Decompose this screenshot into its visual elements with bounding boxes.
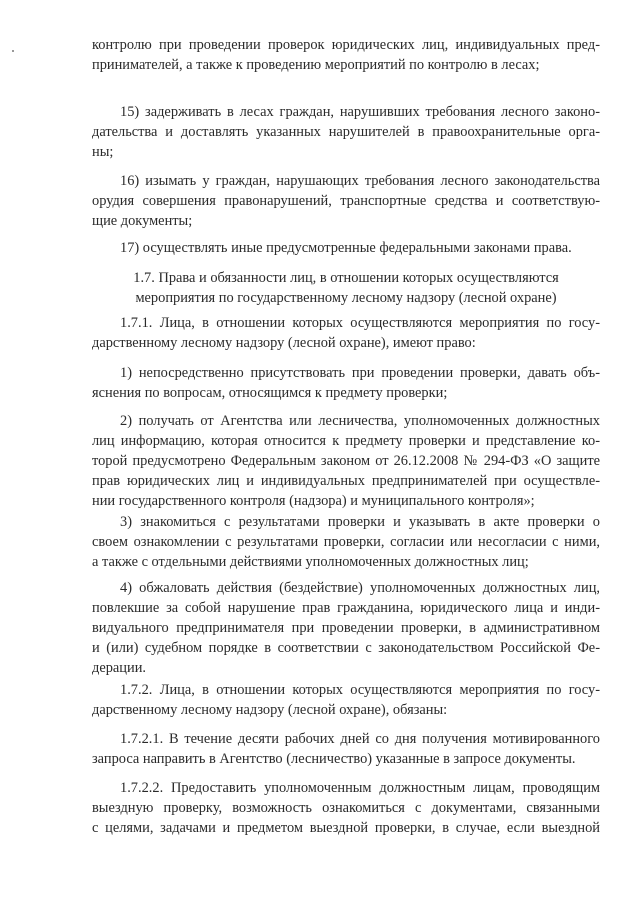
text-line: с целями, задачами и предметом выездной проверки, в случае, если выездной [92, 820, 600, 836]
text-line: своем ознакомлении с результатами проверки, согласии или несогласии с ними, [92, 534, 600, 550]
text-line: щие документы; [92, 213, 193, 229]
text-line: яснения по вопросам, относящимся к предмету проверки; [92, 385, 448, 401]
text-line: выездную проверку, возможность ознакомиться с документами, связанными [92, 800, 600, 816]
text-line: принимателей, а также к проведению мероприятий по контролю в лесах; [92, 57, 540, 73]
scan-speck [12, 50, 14, 52]
text-line: видуального предпринимателя при проведении проверки, в административном [92, 620, 600, 636]
text-line: 2) получать от Агентства или лесничества, уполномоченных должностных [120, 413, 600, 429]
text-line: дарственному лесному надзору (лесной охране), обязаны: [92, 702, 448, 718]
section-heading [92, 268, 600, 308]
paragraph-continuation [92, 35, 600, 75]
heading-line: мероприятия по государственному лесному надзору (лесной охране) [135, 290, 557, 306]
text-line: повлекшие за собой нарушение прав гражданина, юридического лица и инди- [92, 600, 600, 616]
text-line: дательства и доставлять указанных нарушителей в правоохранительные орга- [92, 124, 600, 140]
list-item-16 [92, 171, 600, 231]
list-item-17 [92, 238, 600, 258]
list-item-15 [92, 102, 600, 162]
text-line: лиц информацию, которая относится к предмету проверки и представление ко- [92, 433, 600, 449]
text-line: прав юридических лиц и индивидуальных предпринимателей при осуществле- [92, 473, 600, 489]
text-line: 1.7.2.1. В течение десяти рабочих дней со дня получения мотивированного [120, 731, 600, 747]
text-line: контролю при проведении проверок юридических лиц, индивидуальных пред- [92, 37, 600, 53]
text-line: 16) изымать у граждан, нарушающих требования лесного законодательства [120, 173, 600, 189]
text-line: дерации. [92, 660, 146, 676]
text-line: ны; [92, 144, 114, 160]
text-line: дарственному лесному надзору (лесной охране), имеют право: [92, 335, 476, 351]
clause-1-7-2-1 [92, 729, 600, 769]
heading-line: 1.7. Права и обязанности лиц, в отношении которых осуществляются [133, 270, 559, 286]
text-line: 15) задерживать в лесах граждан, нарушивших требования лесного законо- [120, 104, 600, 120]
text-line: и (или) судебном порядке в соответствии с законодательством Российской Фе- [92, 640, 600, 656]
list-item-right-1 [92, 363, 600, 403]
clause-1-7-1 [92, 313, 600, 353]
text-line: 17) осуществлять иные предусмотренные федеральными законами права. [120, 240, 572, 256]
text-line: 4) обжаловать действия (бездействие) уполномоченных должностных лиц, [120, 580, 600, 596]
text-line: 1) непосредственно присутствовать при проведении проверки, давать объ- [120, 365, 600, 381]
text-line: нии государственного контроля (надзора) и муниципального контроля»; [92, 493, 535, 509]
text-line: 1.7.1. Лица, в отношении которых осуществляются мероприятия по госу- [120, 315, 600, 331]
text-line: а также с отдельными действиями уполномоченных должностных лиц; [92, 554, 529, 570]
text-line: запроса направить в Агентство (лесничество) указанные в запросе документы. [92, 751, 576, 767]
list-item-right-2 [92, 411, 600, 511]
text-line: 1.7.2. Лица, в отношении которых осуществляются мероприятия по госу- [120, 682, 600, 698]
list-item-right-4 [92, 578, 600, 678]
text-line: торой предусмотрено Федеральным законом от 26.12.2008 № 294-ФЗ «О защите [92, 453, 600, 469]
clause-1-7-2 [92, 680, 600, 720]
text-line: орудия совершения правонарушений, транспортные средства и соответствую- [92, 193, 600, 209]
list-item-right-3 [92, 512, 600, 572]
text-line: 3) знакомиться с результатами проверки и указывать в акте проверки о [120, 514, 600, 530]
text-line: 1.7.2.2. Предоставить уполномоченным должностным лицам, проводящим [120, 780, 600, 796]
clause-1-7-2-2 [92, 778, 600, 838]
